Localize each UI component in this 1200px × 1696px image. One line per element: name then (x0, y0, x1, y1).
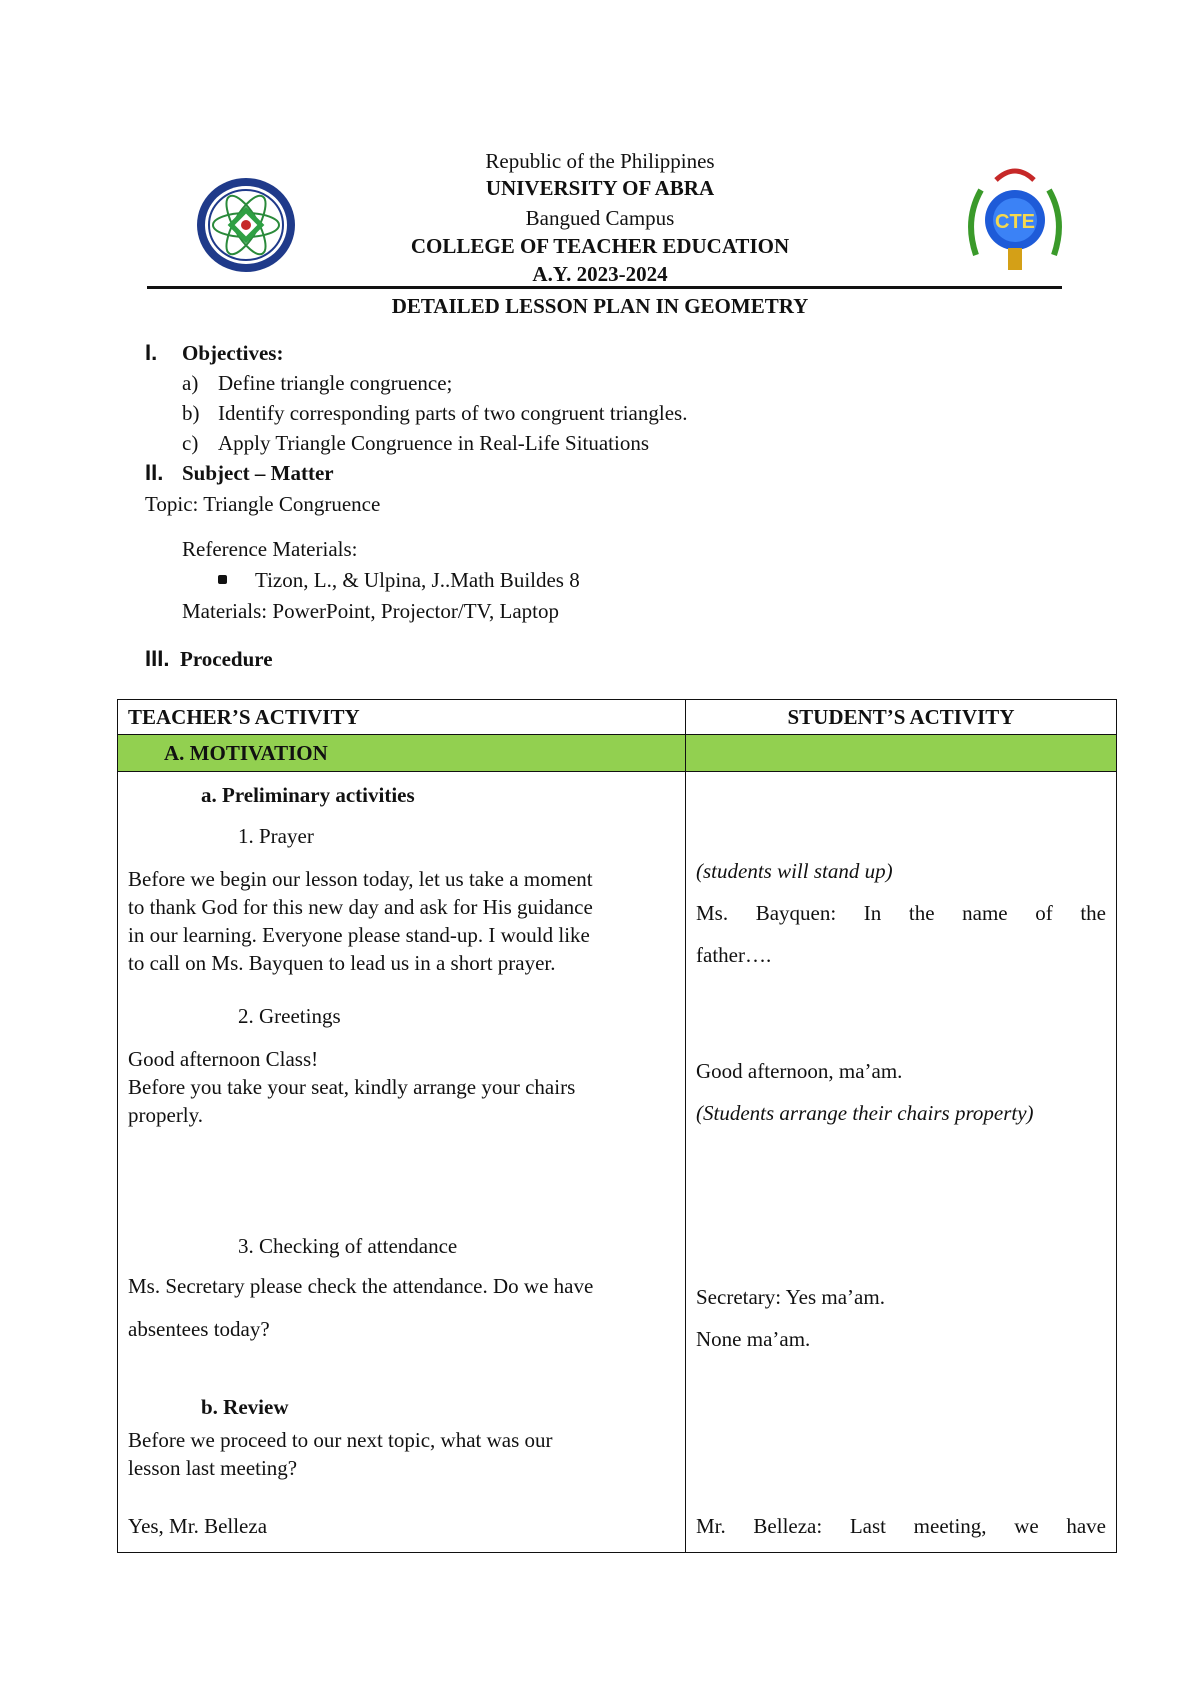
prayer-line-4: to call on Ms. Bayquen to lead us in a short prayer. (128, 951, 556, 975)
teacher-header-cell (118, 700, 686, 735)
review-heading: b. Review (201, 1395, 289, 1419)
greetings-line-2: Before you take your seat, kindly arrange your chairs (128, 1075, 576, 1099)
greetings-line-3: properly. (128, 1103, 204, 1127)
header-republic: Republic of the Philippines (485, 149, 715, 173)
section2-heading: Subject – Matter (182, 461, 334, 485)
attendance-student-line-2: None ma’am. (696, 1327, 811, 1351)
greetings-title: 2. Greetings (238, 1004, 341, 1028)
document-title: DETAILED LESSON PLAN IN GEOMETRY (391, 294, 809, 318)
reference-heading: Reference Materials: (182, 537, 358, 561)
table-header-row (118, 700, 1117, 735)
header-college: COLLEGE OF TEACHER EDUCATION (410, 234, 790, 258)
attendance-student-line-1: Secretary: Yes ma’am. (696, 1285, 885, 1309)
section2-numeral: II. (145, 460, 164, 485)
topic-line: Topic: Triangle Congruence (145, 492, 381, 516)
greetings-student-action: (Students arrange their chairs property) (696, 1101, 1034, 1125)
header-university: UNIVERSITY OF ABRA (485, 176, 715, 200)
section1-numeral: I. (145, 340, 158, 365)
objective-marker-a: a) (182, 371, 199, 395)
prayer-student-line-2: father…. (696, 943, 772, 967)
motivation-heading: A. MOTIVATION (164, 741, 328, 765)
header-academic-year: A.Y. 2023-2024 (532, 262, 668, 286)
preliminary-activities-heading: a. Preliminary activities (201, 783, 415, 807)
objective-item-b: Identify corresponding parts of two congruent triangles. (218, 401, 688, 425)
prayer-student-action: (students will stand up) (696, 859, 893, 883)
motivation-row (118, 735, 1117, 772)
attendance-line-2: absentees today? (128, 1317, 270, 1341)
review-line-2: lesson last meeting? (128, 1456, 298, 1480)
objective-item-a: Define triangle congruence; (218, 371, 453, 395)
objective-item-c: Apply Triangle Congruence in Real-Life Situations (218, 431, 650, 455)
student-header-cell (686, 700, 1117, 735)
svg-text:CTE: CTE (995, 211, 1035, 233)
student-activity-header: STUDENT’S ACTIVITY (787, 705, 1015, 729)
teacher-activity-header: TEACHER’S ACTIVITY (128, 705, 360, 729)
review-call: Yes, Mr. Belleza (128, 1514, 268, 1538)
review-line-1: Before we proceed to our next topic, what was our (128, 1428, 553, 1452)
prayer-line-1: Before we begin our lesson today, let us take a moment (128, 867, 593, 891)
attendance-title: 3. Checking of attendance (238, 1234, 458, 1258)
student-activities-cell (686, 772, 1117, 1553)
greetings-line-1: Good afternoon Class! (128, 1047, 319, 1071)
objective-marker-c: c) (182, 431, 199, 455)
prayer-title: 1. Prayer (238, 824, 314, 848)
activities-row (118, 772, 1117, 1553)
prayer-line-2: to thank God for this new day and ask for His guidance (128, 895, 593, 919)
objective-marker-b: b) (182, 401, 200, 425)
procedure-table (117, 699, 1117, 1553)
bullet-icon (218, 575, 227, 584)
header-campus: Bangued Campus (525, 206, 675, 230)
materials-line: Materials: PowerPoint, Projector/TV, Laptop (182, 599, 559, 623)
section1-heading: Objectives: (182, 341, 284, 365)
motivation-student-cell (686, 735, 1117, 772)
prayer-student-line-1: Ms. Bayquen: In the name of the (696, 901, 1106, 925)
review-student-response: Mr. Belleza: Last meeting, we have (696, 1514, 1106, 1538)
section3-heading: Procedure (180, 647, 273, 671)
attendance-line-1: Ms. Secretary please check the attendance. Do we have (128, 1274, 594, 1298)
motivation-cell (118, 735, 686, 772)
section3-numeral: III. (145, 646, 170, 671)
prayer-line-3: in our learning. Everyone please stand-up. I would like (128, 923, 590, 947)
header-rule (147, 286, 1062, 289)
greetings-student-response: Good afternoon, ma’am. (696, 1059, 903, 1083)
reference-item: Tizon, L., & Ulpina, J..Math Buildes 8 (255, 568, 580, 592)
teacher-activities-cell (118, 772, 686, 1553)
